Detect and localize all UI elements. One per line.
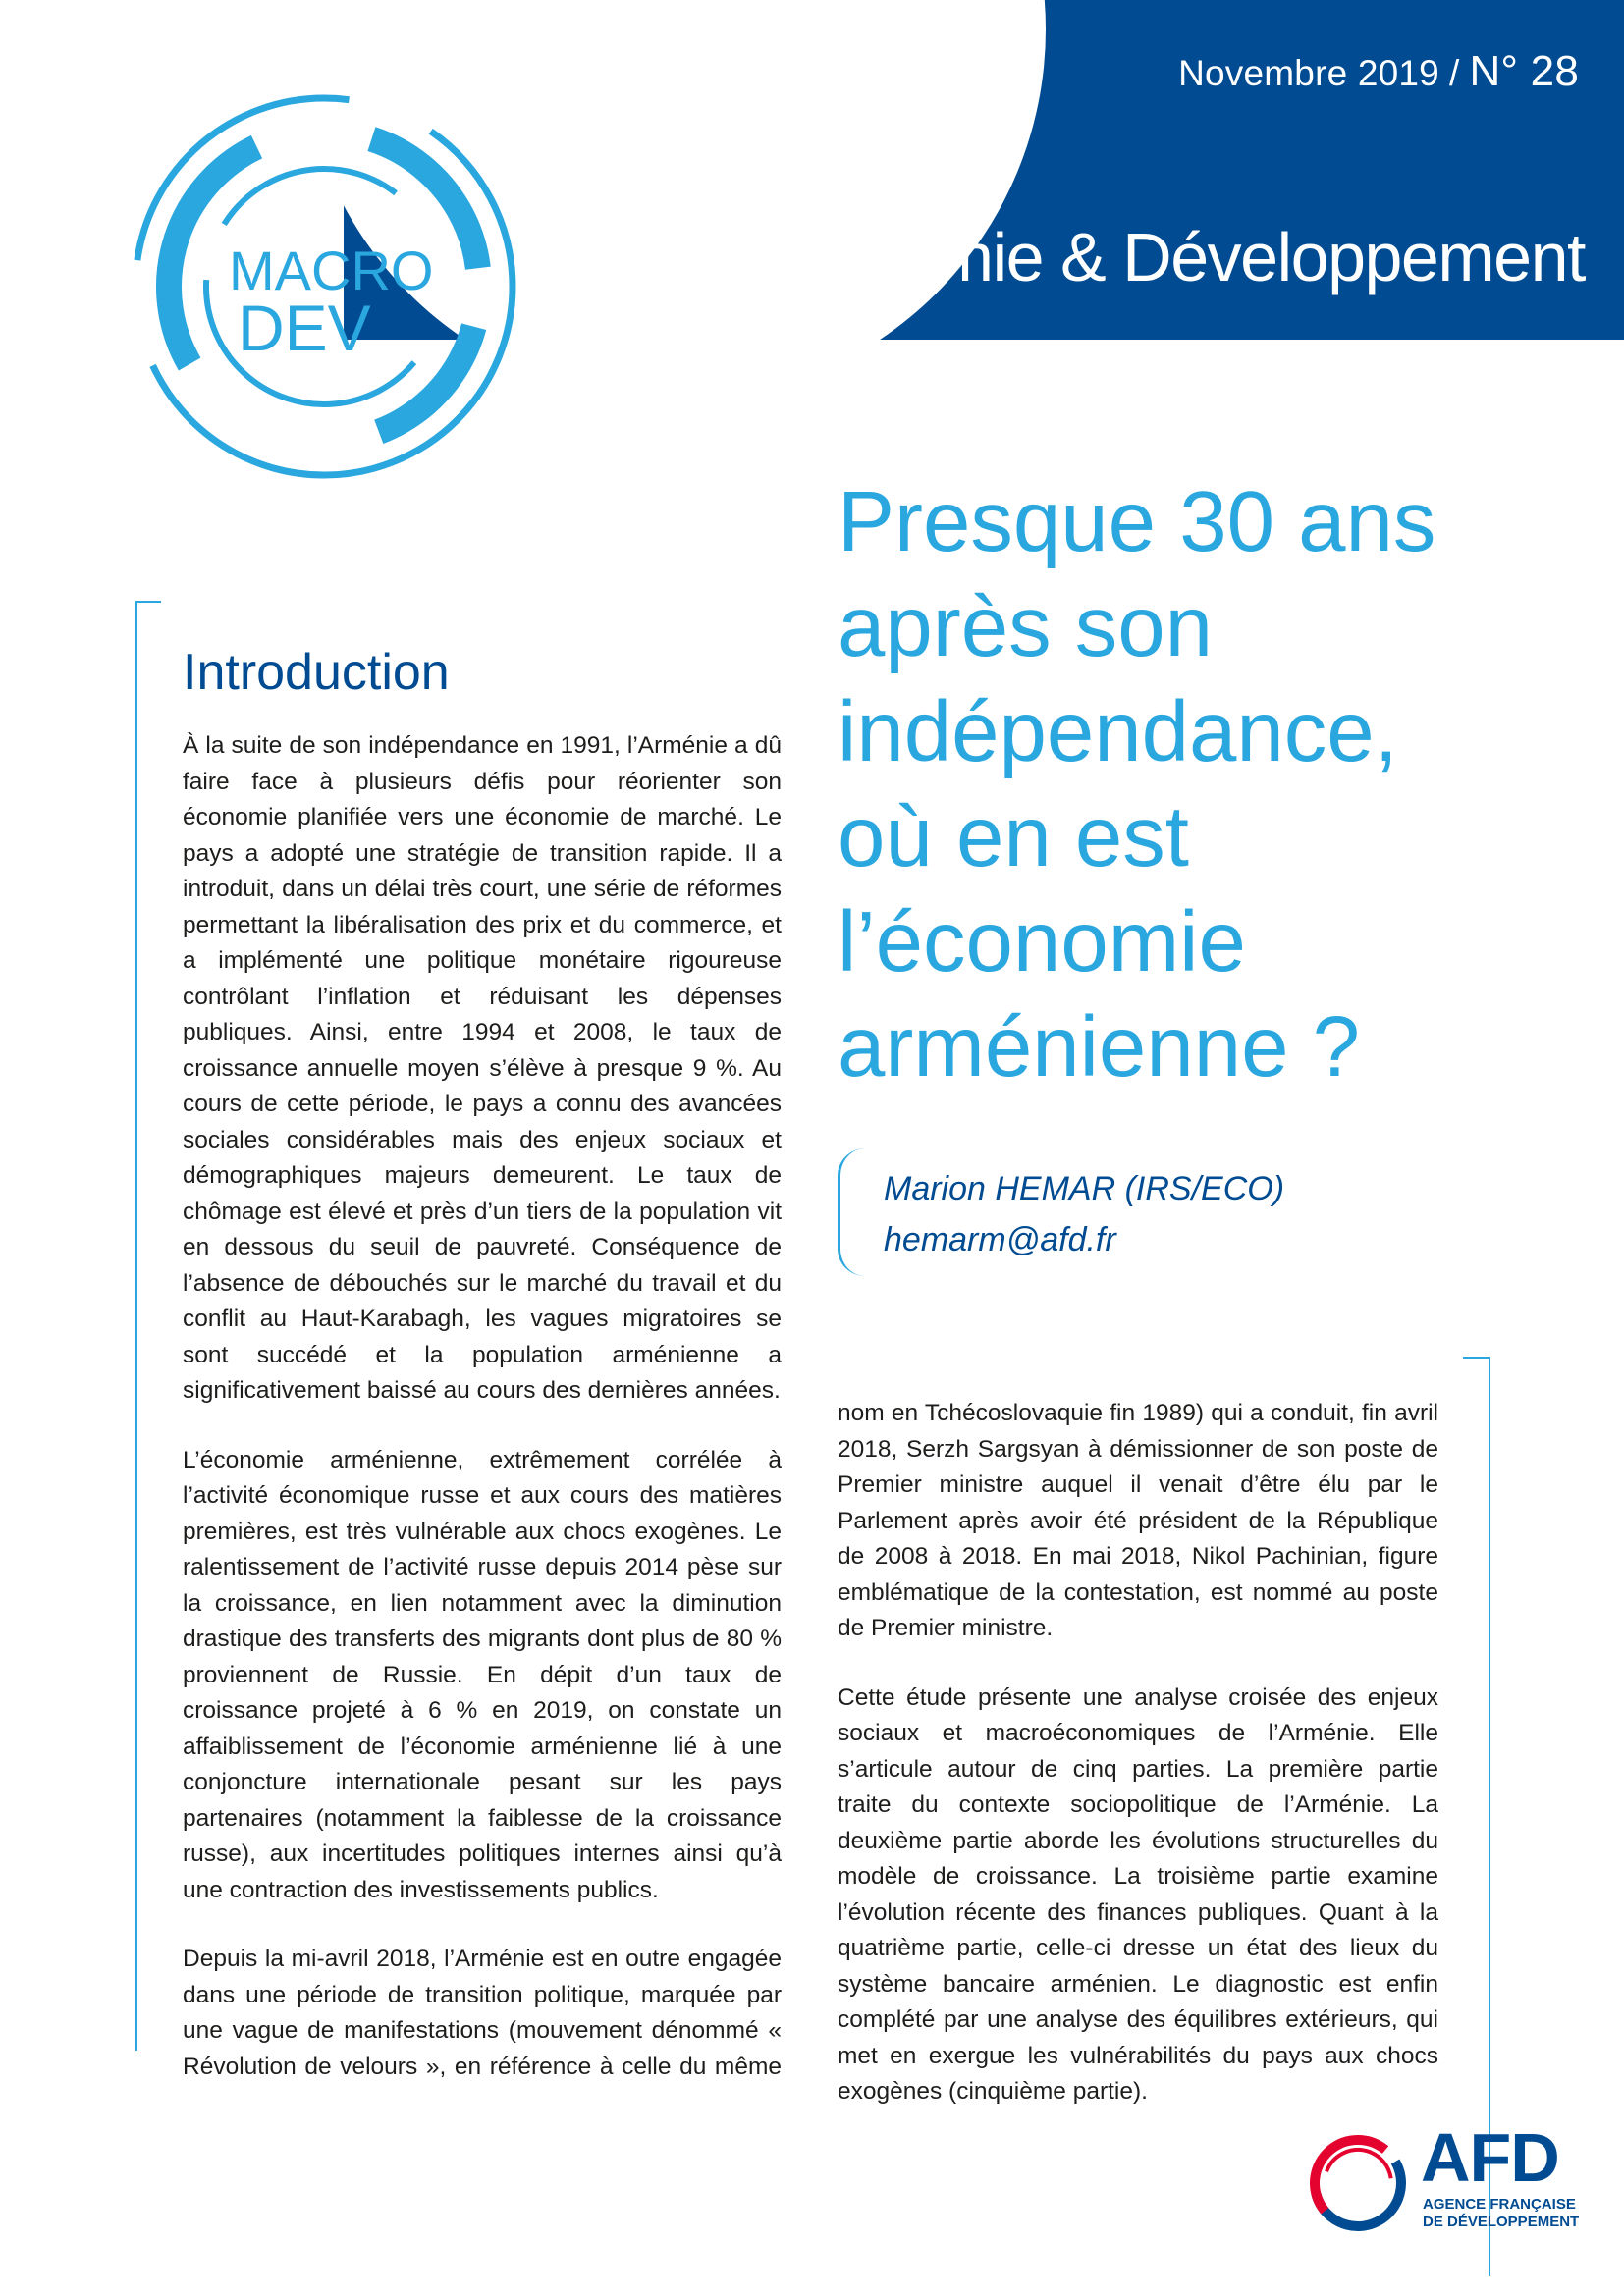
section-heading: Introduction (183, 644, 450, 701)
afd-logo-subtitle (1423, 2196, 1579, 2231)
issue-date: Novembre 2019 (1178, 53, 1439, 93)
series-title: Macroéconomie & Développement (572, 219, 1585, 295)
author-name: Marion HEMAR (IRS/ECO) (884, 1170, 1285, 1207)
afd-subtitle-line: DE DÉVELOPPEMENT (1423, 2214, 1580, 2230)
right-column (838, 1396, 1438, 2144)
paragraph: L’économie arménienne, extrêmement corrélée à l’activité économique russe et aux cours des matières premières, est très vulnérable aux chocs exogènes. Le ralentissement de l’activité russe depuis 2014 pèse sur la croissance, en lien notamment avec la diminution drastique des transferts des migrants dont plus de 80 % proviennent de Russie. En dépit d’un taux de croissance projeté à 6 % en 2019, on constate un affaiblissement de l’économie arménienne lié à une conjoncture internationale pesant sur les pays partenaires (notamment la faiblesse de la croissance russe), aux incertitudes politiques internes ainsi qu’à une contraction des investissements publics. (183, 1446, 782, 1903)
title-line: où en est (838, 789, 1189, 884)
issue-number: N° 28 (1469, 47, 1579, 95)
title-line: Presque 30 ans (838, 474, 1436, 569)
title-line: arménienne ? (838, 999, 1361, 1095)
document-title (838, 469, 1584, 1099)
logo-text-dev: DEV (238, 292, 371, 364)
paragraph: Depuis la mi-avril 2018, l’Arménie est en outre engagée dans une période de transition politique, marquée par une vague de manifestations (mouvement dénommé « Révolution de velours », en référence à celle du même (183, 1946, 782, 2080)
title-line: l’économie (838, 894, 1246, 989)
macrodev-logo (0, 0, 550, 550)
title-line: indépendance, (838, 684, 1398, 779)
issue-separator: / (1448, 53, 1460, 93)
author-email[interactable]: hemarm@afd.fr (884, 1221, 1116, 1258)
left-column-frame (135, 601, 161, 2051)
issue-info (1178, 47, 1579, 96)
paragraph: À la suite de son indépendance en 1991, l’Arménie a dû faire face à plusieurs défis pour réorienter son économie planifiée vers une économie de marché. Le pays a adopté une stratégie de transition rapide. Il a introduit, dans un délai très court, une série de réformes permettant la libéralisation des prix et du commerce, et a implémenté une politique monétaire rigoureuse contrôlant l’inflation et réduisant les dépenses publiques. Ainsi, entre 1994 et 2008, le taux de croissance annuelle moyen s’élève à presque 9 %. Au cours de cette période, le pays a connu des avancées sociales considérables mais des enjeux sociaux et démographiques majeurs demeurent. Le taux de chômage est élevé et près d’un tiers de la population vit en dessous du seuil de pauvreté. Conséquence de l’absence de débouchés sur le marché du travail et du conflit au Haut-Karabagh, les vagues migratoires se sont succédé et la population arménienne a significativement baissé au cours des dernières années. (183, 732, 782, 1404)
afd-subtitle-line: AGENCE FRANÇAISE (1423, 2196, 1576, 2213)
paragraph: Cette étude présente une analyse croisée des enjeux sociaux et macroéconomiques de l’Arménie. Elle s’articule autour de cinq parties. La première partie traite du contexte sociopolitique de l’Arménie. La deuxième partie aborde les évolutions structurelles du modèle de croissance. La troisième partie examine l’évolution récente des finances publiques. Quant à la quatrième partie, celle-ci dresse un état des lieux du système bancaire arménien. Le diagnostic est enfin complété par une analyse des équilibres extérieurs, qui met en exergue les vulnérabilités du pays aux chocs exogènes (cinquième partie). (838, 1683, 1438, 2105)
logo-text-macro: MACRO (229, 240, 434, 301)
afd-ring-icon (1303, 2128, 1413, 2238)
left-column (183, 728, 782, 2118)
author-bracket (838, 1148, 880, 1276)
paragraph: nom en Tchécoslovaquie fin 1989) qui a conduit, fin avril 2018, Serzh Sargsyan à démissionner de son poste de Premier ministre auquel il venait d’être élu par le Parlement après avoir été président de la République de 2008 à 2018. En mai 2018, Nikol Pachinian, figure emblématique de la contestation, est nommé au poste de Premier ministre. (838, 1400, 1438, 1641)
afd-logo-text: AFD (1421, 2119, 1559, 2196)
title-line: après son (838, 579, 1214, 674)
